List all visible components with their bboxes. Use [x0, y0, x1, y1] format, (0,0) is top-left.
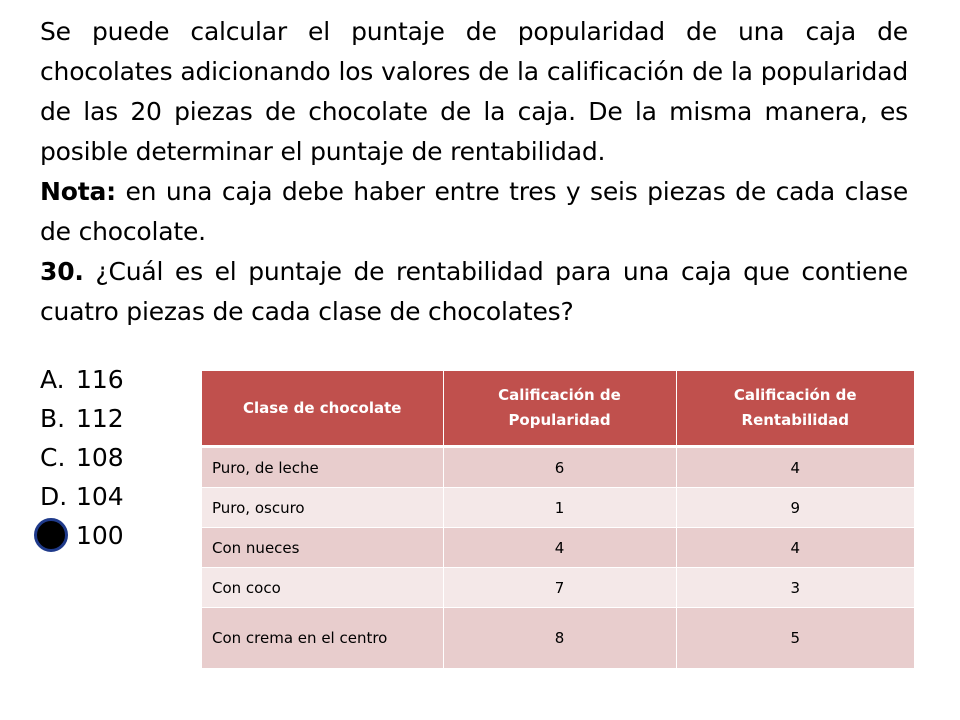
- cell-rentabilidad: 9: [676, 488, 914, 528]
- option-b[interactable]: [40, 399, 124, 438]
- cell-clase: Con coco: [202, 568, 443, 608]
- option-value: 112: [76, 404, 124, 433]
- cell-rentabilidad: 5: [676, 608, 914, 669]
- cell-popularidad: 7: [443, 568, 676, 608]
- answer-options: [40, 360, 124, 555]
- option-value: 104: [76, 482, 124, 511]
- cell-clase: Con crema en el centro: [202, 608, 443, 669]
- table-row: [202, 488, 914, 528]
- cell-clase: Con nueces: [202, 528, 443, 568]
- note-paragraph: [40, 172, 908, 252]
- cell-clase: Puro, oscuro: [202, 488, 443, 528]
- cell-rentabilidad: 4: [676, 528, 914, 568]
- note-label: Nota:: [40, 177, 116, 206]
- option-letter: D.: [40, 482, 68, 511]
- cell-popularidad: 8: [443, 608, 676, 669]
- option-a[interactable]: [40, 360, 124, 399]
- question-paragraph: [40, 252, 908, 332]
- option-letter: C.: [40, 443, 66, 472]
- option-d[interactable]: [40, 477, 124, 516]
- chocolate-table: [202, 371, 914, 669]
- note-text: en una caja debe haber entre tres y seis piezas de cada clase de chocolate.: [40, 177, 908, 246]
- question-number: 30.: [40, 257, 84, 286]
- header-rentabilidad: Calificación de Rentabilidad: [676, 371, 914, 447]
- cell-popularidad: 6: [443, 447, 676, 488]
- option-c[interactable]: [40, 438, 124, 477]
- table-row: [202, 568, 914, 608]
- cell-popularidad: 1: [443, 488, 676, 528]
- cell-popularidad: 4: [443, 528, 676, 568]
- header-popularidad: Calificación de Popularidad: [443, 371, 676, 447]
- option-letter: A.: [40, 365, 65, 394]
- option-value: 116: [76, 365, 124, 394]
- table-header-row: [202, 371, 914, 447]
- cell-rentabilidad: 4: [676, 447, 914, 488]
- option-value: 108: [76, 443, 124, 472]
- header-clase: Clase de chocolate: [202, 371, 443, 447]
- question-text: ¿Cuál es el puntaje de rentabilidad para una caja que contiene cuatro piezas de cada clase de chocolates?: [40, 257, 908, 326]
- option-e[interactable]: [40, 516, 124, 555]
- intro-paragraph: Se puede calcular el puntaje de popularidad de una caja de chocolates adicionando los valores de la calificación de la popularidad de las 20 piezas de chocolate de la caja. De la misma manera, es posible determinar el puntaje de rentabilidad.: [40, 17, 908, 166]
- option-letter: B.: [40, 404, 66, 433]
- option-value: 100: [76, 521, 124, 550]
- table-row: [202, 447, 914, 488]
- selected-answer-marker-icon: [34, 518, 68, 552]
- cell-rentabilidad: 3: [676, 568, 914, 608]
- table-row: [202, 608, 914, 669]
- cell-clase: Puro, de leche: [202, 447, 443, 488]
- table-row: [202, 528, 914, 568]
